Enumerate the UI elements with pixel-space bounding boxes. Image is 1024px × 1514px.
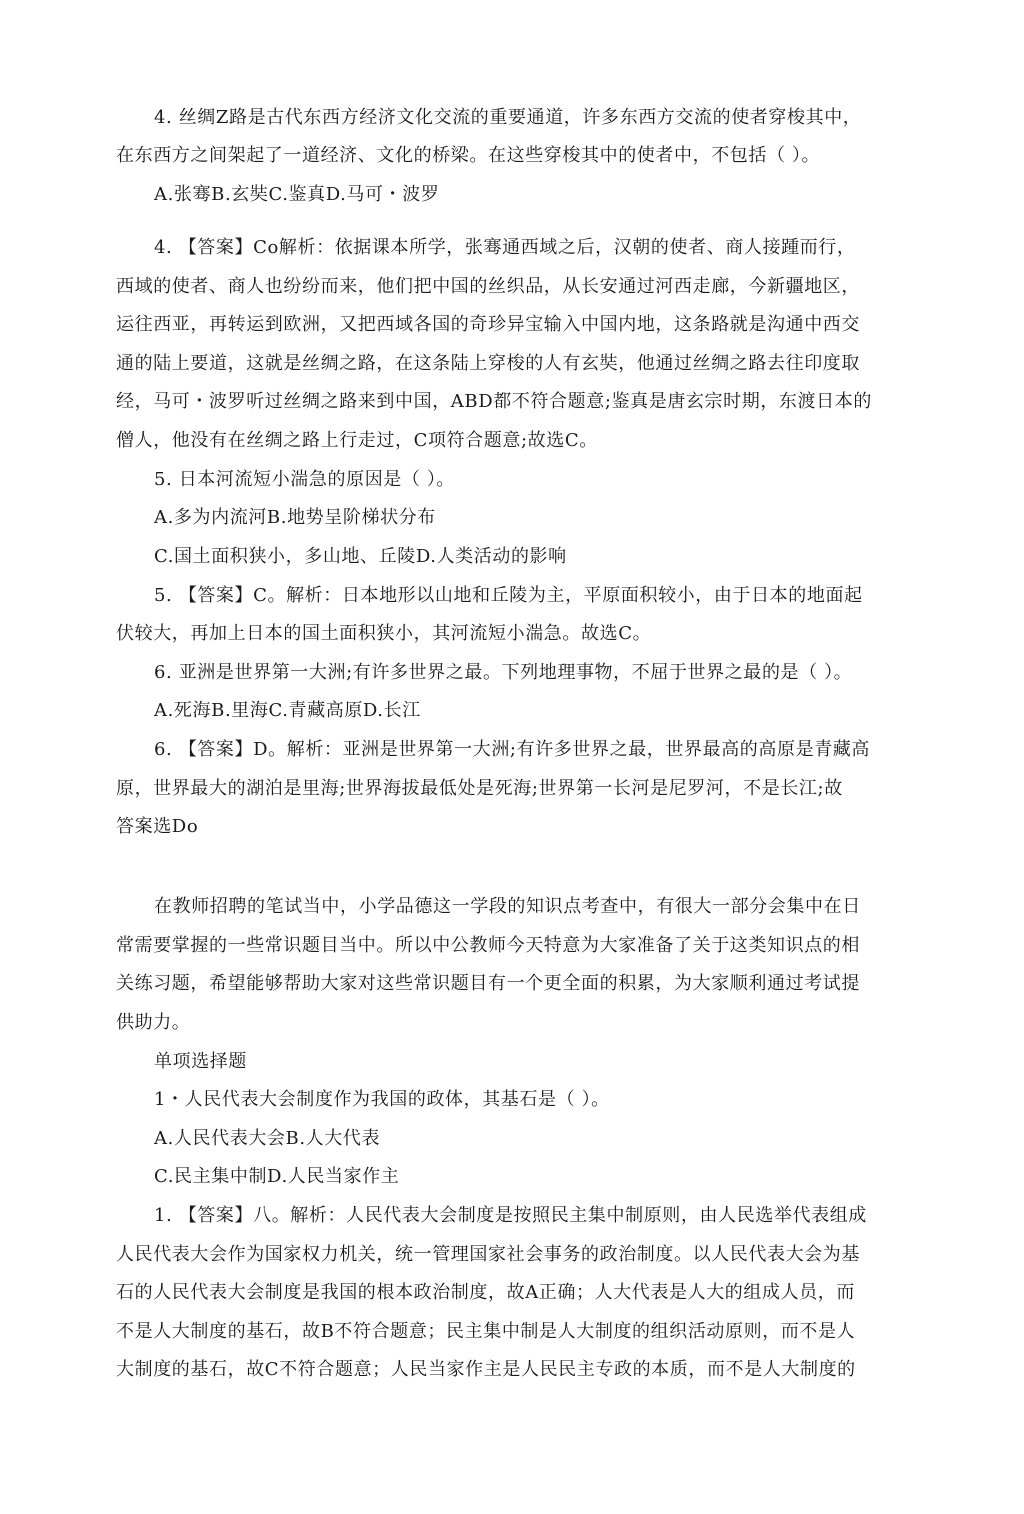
q5-options-2: C.国土面积狭小，多山地、丘陵D.人类活动的影响 bbox=[154, 546, 567, 567]
q4-answer-line-1: 4. 【答案】Co解析：依据课本所学，张骞通西域之后，汉朝的使者、商人接踵而行， bbox=[154, 237, 856, 258]
q6-options: A.死海B.里海C.青藏高原D.长江 bbox=[154, 700, 421, 721]
q4-answer-line-4: 通的陆上要道，这就是丝绸之路，在这条陆上穿梭的人有玄奘，他通过丝绸之路去往印度取 bbox=[116, 353, 860, 374]
intro-line-4: 供助力。 bbox=[116, 1012, 191, 1033]
section-heading: 单项选择题 bbox=[154, 1051, 247, 1072]
intro-line-1: 在教师招聘的笔试当中，小学品德这一学段的知识点考查中，有很大一部分会集中在日 bbox=[154, 896, 861, 917]
q1-stem: 1・人民代表大会制度作为我国的政体，其基石是（ ）。 bbox=[154, 1089, 610, 1110]
q4-answer-line-5: 经，马可・波罗听过丝绸之路来到中国，ABD都不符合题意;鉴真是唐玄宗时期，东渡日本的 bbox=[116, 391, 872, 412]
q5-options-1: A.多为内流河B.地势呈阶梯状分布 bbox=[154, 507, 436, 528]
q4-answer-line-6: 僧人，他没有在丝绸之路上行走过，C项符合题意;故选C。 bbox=[116, 430, 598, 451]
q6-answer-line-2: 原，世界最大的湖泊是里海;世界海拔最低处是死海;世界第一长河是尼罗河，不是长江;故 bbox=[116, 778, 843, 799]
q1-answer-line-3: 石的人民代表大会制度是我国的根本政治制度，故A正确；人大代表是人大的组成人员，而 bbox=[116, 1282, 855, 1303]
q1-answer-line-1: 1. 【答案】八。解析：人民代表大会制度是按照民主集中制原则，由人民选举代表组成 bbox=[154, 1205, 867, 1226]
q4-options: A.张骞B.玄奘C.鉴真D.马可・波罗 bbox=[154, 184, 440, 205]
q1-answer-line-4: 不是人大制度的基石，故B不符合题意；民主集中制是人大制度的组织活动原则，而不是人 bbox=[116, 1321, 856, 1342]
q4-stem-line-2: 在东西方之间架起了一道经济、文化的桥梁。在这些穿梭其中的使者中，不包括（ ）。 bbox=[116, 145, 821, 166]
q4-stem-line-1: 4. 丝绸Z路是古代东西方经济文化交流的重要通道，许多东西方交流的使者穿梭其中， bbox=[154, 107, 862, 128]
q5-stem: 5. 日本河流短小湍急的原因是（ ）。 bbox=[154, 469, 456, 490]
q4-answer-line-3: 运往西亚，再转运到欧洲，又把西域各国的奇珍异宝输入中国内地，这条路就是沟通中西交 bbox=[116, 314, 860, 335]
q1-answer-line-5: 大制度的基石，故C不符合题意；人民当家作主是人民民主专政的本质，而不是人大制度的 bbox=[116, 1359, 856, 1380]
q6-answer-line-3: 答案选Do bbox=[116, 816, 199, 837]
q1-options-1: A.人民代表大会B.人大代表 bbox=[154, 1128, 381, 1149]
q4-answer-line-2: 西域的使者、商人也纷纷而来，他们把中国的丝织品，从长安通过河西走廊，今新疆地区， bbox=[116, 276, 860, 297]
q1-answer-line-2: 人民代表大会作为国家权力机关，统一管理国家社会事务的政治制度。以人民代表大会为基 bbox=[116, 1244, 860, 1265]
q5-answer-line-1: 5. 【答案】C。解析：日本地形以山地和丘陵为主，平原面积较小，由于日本的地面起 bbox=[154, 585, 863, 606]
q1-options-2: C.民主集中制D.人民当家作主 bbox=[154, 1166, 400, 1187]
q6-stem: 6. 亚洲是世界第一大洲;有许多世界之最。下列地理事物，不屈于世界之最的是（ ）。 bbox=[154, 662, 853, 683]
q5-answer-line-2: 伏较大，再加上日本的国土面积狭小，其河流短小湍急。故选C。 bbox=[116, 623, 652, 644]
intro-line-2: 常需要掌握的一些常识题目当中。所以中公教师今天特意为大家准备了关于这类知识点的相 bbox=[116, 935, 860, 956]
q6-answer-line-1: 6. 【答案】D。解析：亚洲是世界第一大洲;有许多世界之最，世界最高的高原是青藏高 bbox=[154, 739, 870, 760]
intro-line-3: 关练习题，希望能够帮助大家对这些常识题目有一个更全面的积累，为大家顺利通过考试提 bbox=[116, 973, 860, 994]
